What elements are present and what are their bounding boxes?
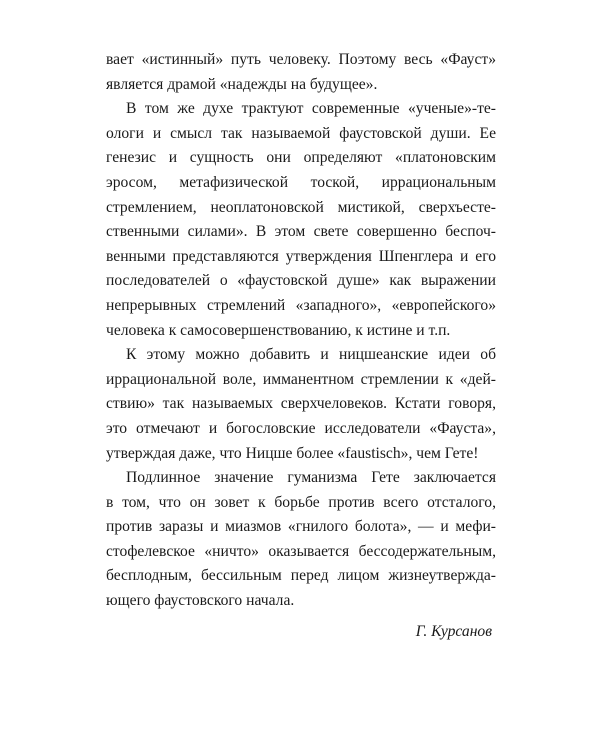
text-line: непрерывных стремлений «западного», «европейского» <box>106 296 496 314</box>
text-line: последователей о «фаустовской душе» как выражении <box>106 272 496 290</box>
text-line: вает «истинный» путь человеку. Поэтому весь «Фауст» <box>106 51 496 68</box>
text-line: К этому можно добавить и ницшеанские идеи об <box>126 346 496 364</box>
text-line: бесплодным, бессильным перед лицом жизнеутвержда- <box>106 567 496 585</box>
paragraph-3 <box>106 343 496 466</box>
text-line: иррациональной воле, имманентном стремлении к «дей- <box>106 370 496 388</box>
text-line: человека к самосовершенствованию, к истине и т.п. <box>106 321 451 339</box>
text-line: это отмечают и богословские исследователи «Фауста», <box>106 419 496 437</box>
paragraph-4 <box>106 466 496 614</box>
page-body <box>106 48 496 644</box>
text-line: стремлением, неоплатоновской мистикой, сверхъесте- <box>106 198 496 216</box>
text-line: В том же духе трактуют современные «ученые»-те- <box>126 100 496 118</box>
paragraph-1 <box>106 48 496 97</box>
text-line: является драмой «надежды на будущее». <box>106 75 378 93</box>
text-line: Подлинное значение гуманизма Гете заключается <box>126 469 496 487</box>
text-line: генезис и сущность они определяют «платоновским <box>106 149 496 167</box>
text-line: утверждая даже, что Ницше более «faustisch», чем Гете! <box>106 444 479 462</box>
text-line: в том, что он зовет к борьбе против всего отсталого, <box>106 493 496 511</box>
text-line: ственными силами». В этом свете совершенно беспоч- <box>106 223 496 241</box>
text-line: стофелевское «ничто» оказывается бессодержательным, <box>106 542 496 560</box>
text-line: против заразы и миазмов «гнилого болота», — и мефи- <box>106 518 496 536</box>
text-line: ствию» так называемых сверхчеловеков. Кстати говоря, <box>106 395 496 413</box>
text-line: венными представляются утверждения Шпенглера и его <box>106 247 496 265</box>
text-line: ющего фаустовского начала. <box>106 592 295 610</box>
author-signature: Г. Курсанов <box>415 622 492 640</box>
paragraph-2 <box>106 97 496 343</box>
text-line: ологи и смысл так называемой фаустовской души. Ее <box>106 124 496 142</box>
text-line: эросом, метафизической тоской, иррациональным <box>106 173 496 191</box>
